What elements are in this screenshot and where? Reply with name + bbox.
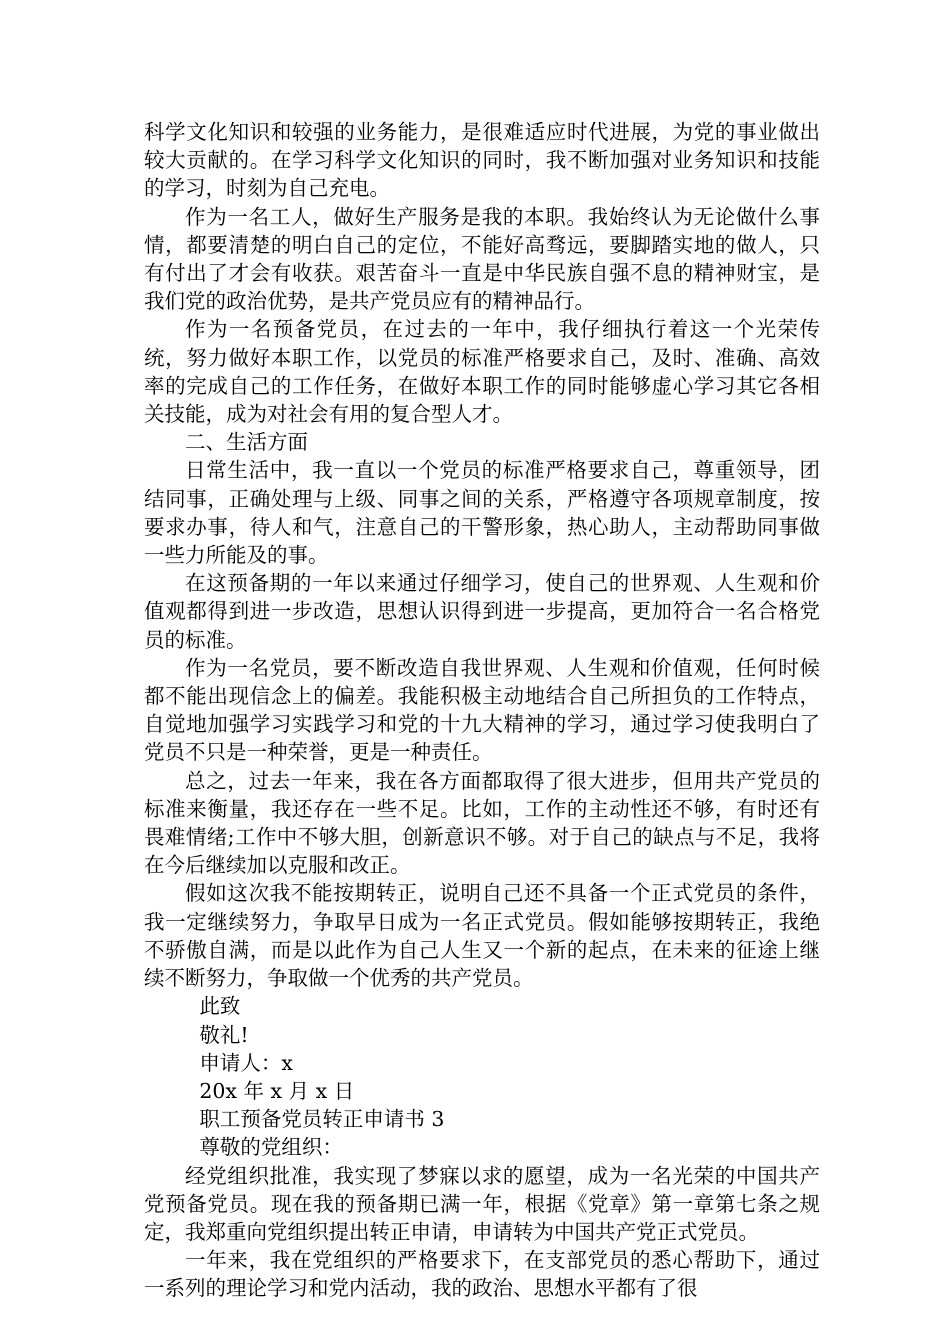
paragraph-8: 总之，过去一年来，我在各方面都取得了很大进步，但用共产党员的标准来衡量，我还存在一些不足。比如，工作的主动性还不够，有时还有畏难情绪;工作中不够大胆，创新意识不够。对于自己的缺点与不足，我将在今后继续加以克服和改正。 (144, 768, 820, 878)
section-heading-life: 二、生活方面 (185, 430, 308, 455)
paragraph-1: 科学文化知识和较强的业务能力，是很难适应时代进展，为党的事业做出较大贡献的。在学习科学文化知识的同时，我不断加强对业务知识和技能的学习，时刻为自己充电。 (144, 120, 820, 201)
letter-greeting: 尊敬的党组织： (199, 1135, 343, 1160)
paragraph-11: 一年来，我在党组织的严格要求下，在支部党员的悉心帮助下，通过一系列的理论学习和党内活动，我的政治、思想水平都有了很 (144, 1248, 820, 1301)
paragraph-7: 作为一名党员，要不断改造自我世界观、人生观和价值观，任何时候都不能出现信念上的偏差。我能积极主动地结合自己所担负的工作特点，自觉地加强学习实践学习和党的十九大精神的学习，通过学习使我明白了党员不只是一种荣誉，更是一种责任。 (144, 655, 820, 765)
letter-title: 职工预备党员转正申请书 3 (199, 1107, 445, 1132)
paragraph-2: 作为一名工人，做好生产服务是我的本职。我始终认为无论做什么事情，都要清楚的明白自己的定位，不能好高骛远，要脚踏实地的做人，只有付出了才会有收获。艰苦奋斗一直是中华民族自强不息的精神财宝，是我们党的政治优势，是共产党员应有的精神品行。 (144, 204, 820, 314)
paragraph-6: 在这预备期的一年以来通过仔细学习，使自己的世界观、人生观和价值观都得到进一步改造，思想认识得到进一步提高，更加符合一名合格党员的标准。 (144, 571, 820, 652)
paragraph-9: 假如这次我不能按期转正，说明自己还不具备一个正式党员的条件，我一定继续努力，争取早日成为一名正式党员。假如能够按期转正，我绝不骄傲自满，而是以此作为自己人生又一个新的起点，在未来的征途上继续不断努力，争取做一个优秀的共产党员。 (144, 881, 820, 991)
paragraph-10: 经党组织批准，我实现了梦寐以求的愿望，成为一名光荣的中国共产党预备党员。现在我的预备期已满一年，根据《党章》第一章第七条之规定，我郑重向党组织提出转正申请，申请转为中国共产党正式党员。 (144, 1163, 820, 1244)
applicant-line: 申请人：x (199, 1050, 293, 1075)
closing-salutation: 此致 (199, 994, 241, 1019)
paragraph-3: 作为一名预备党员，在过去的一年中，我仔细执行着这一个光荣传统，努力做好本职工作，以党员的标准严格要求自己，及时、准确、高效率的完成自己的工作任务，在做好本职工作的同时能够虚心学习其它各相关技能，成为对社会有用的复合型人才。 (144, 317, 820, 427)
document-body (144, 118, 820, 1303)
date-line: 20x 年 x 月 x 日 (199, 1078, 355, 1103)
paragraph-5: 日常生活中，我一直以一个党员的标准严格要求自己，尊重领导，团结同事，正确处理与上级、同事之间的关系，严格遵守各项规章制度，按要求办事，待人和气，注意自己的干警形象，热心助人，主动帮助同事做一些力所能及的事。 (144, 458, 820, 568)
closing-regards: 敬礼! (199, 1022, 249, 1047)
